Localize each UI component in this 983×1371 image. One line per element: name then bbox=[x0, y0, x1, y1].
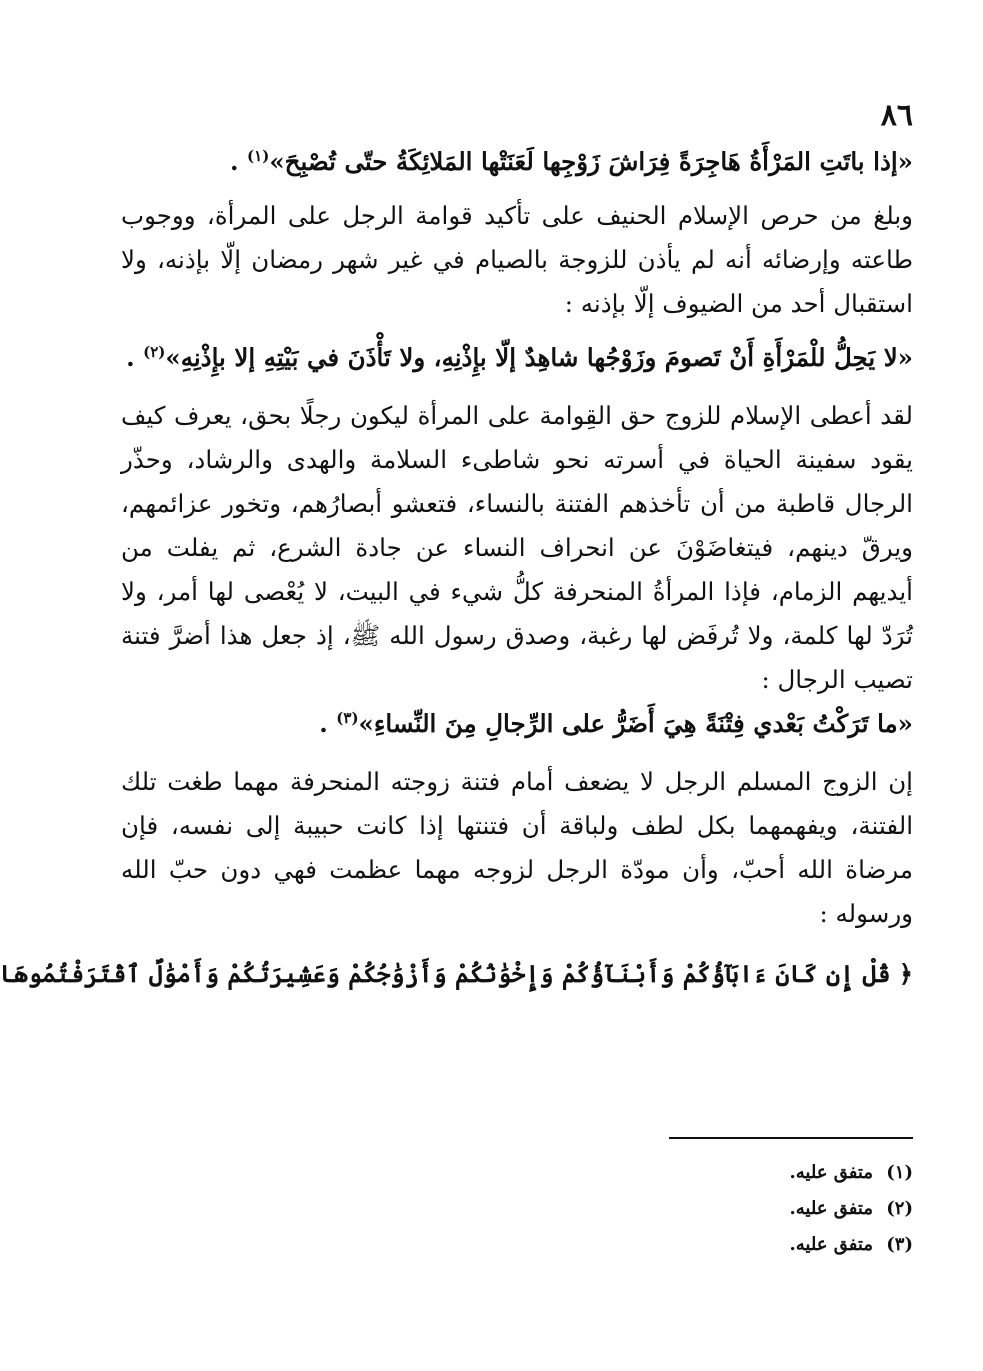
page-number: ٨٦ bbox=[880, 98, 913, 133]
footnote-separator bbox=[669, 1137, 913, 1139]
footnote-ref-1: (١) bbox=[247, 146, 270, 165]
page-body bbox=[0, 140, 913, 1020]
hadith-quote-1-end: . bbox=[229, 147, 248, 176]
footnote-3 bbox=[513, 1227, 913, 1263]
hadith-quote-1 bbox=[121, 140, 913, 184]
footnote-1 bbox=[513, 1155, 913, 1191]
hadith-quote-2 bbox=[121, 336, 913, 380]
paragraph-3: إن الزوج المسلم الرجل لا يضعف أمام فتنة زوجته المنحرفة مهما طغت تلك الفتنة، ويفهمهما بكل لطف ولباقة أن فتنتها إذا كانت حبيبة إلى نفسه، فإن مرضاة الله أحبّ، وأن مودّة الرجل لزوجه مهما عظمت فهي دون حبّ الله ورسوله : bbox=[121, 767, 913, 928]
footnote-number: (١) bbox=[886, 1162, 913, 1183]
footnote-text: متفق عليه. bbox=[789, 1234, 873, 1255]
quran-verse: ﴿ قُلْ إِن كَانَ ءَابَآؤُكُمْ وَأَبْنَآؤُكُمْ وَإِخْوَٰنُكُمْ وَأَزْوَٰجُكُمْ وَعَشِيرَتُكُمْ وَأَمْوَٰلٌ ٱقْتَرَفْتُمُوهَا bbox=[0, 959, 913, 988]
paragraph-2: لقد أعطى الإسلام للزوج حق القِوامة على المرأة ليكون رجلًا بحق، يعرف كيف يقود سفينة الحياة في أسرته نحو شاطىء السلامة والهدى والرشاد، وحذّر الرجال قاطبة من أن تأخذهم الفتنة بالنساء، فتعشو أبصارُهم، وتخور عزائمهم، ويرقّ دينهم، فيتغاضَوْنَ عن انحراف النساء عن جادة الشرع، ثم يفلت من أيديهم الزمام، فإذا المرأةُ المنحرفة كلُّ شيء في البيت، لا يُعْصى لها أمر، ولا تُرَدّ لها كلمة، ولا تُرفَض لها رغبة، وصدق رسول الله ﷺ، إذ جعل هذا أضرَّ فتنة تصيب الرجال : bbox=[121, 401, 913, 694]
footnote-text: متفق عليه. bbox=[789, 1162, 873, 1183]
footnotes bbox=[513, 1155, 913, 1263]
hadith-quote-1-text: «إذا باتَتِ المَرْأَةُ هَاجِرَةً فِرَاشَ زَوْجِها لَعَنَتْها المَلائِكَةُ حتّى تُصْبِحَ» bbox=[269, 147, 913, 176]
hadith-quote-3 bbox=[121, 702, 913, 746]
hadith-quote-2-end: . bbox=[126, 343, 144, 372]
hadith-quote-3-text: «ما تَرَكْتُ بَعْدي فِتْنَةً هِيَ أَضَرُّ على الرِّجالِ مِنَ النِّساءِ» bbox=[358, 709, 913, 738]
footnote-ref-2: (٢) bbox=[143, 342, 166, 361]
hadith-quote-2-text: «لا يَحِلُّ للْمَرْأَةِ أَنْ تَصومَ وزَوْجُها شاهِدٌ إلّا بإِذْنِهِ، ولا تَأْذَنَ في بَيْتِهِ إلا بإِذْنِهِ» bbox=[165, 343, 913, 372]
footnote-number: (٢) bbox=[886, 1198, 913, 1219]
paragraph-1: وبلغ من حرص الإسلام الحنيف على تأكيد قوامة الرجل على المرأة، ووجوب طاعته وإرضائه أنه لم يأذن للزوجة بالصيام في غير شهر رمضان إلّا بإذنه، ولا استقبال أحد من الضيوف إلّا بإذنه : bbox=[121, 201, 913, 318]
footnote-ref-3: (٣) bbox=[336, 708, 359, 727]
hadith-quote-3-end: . bbox=[319, 709, 337, 738]
footnote-text: متفق عليه. bbox=[789, 1198, 873, 1219]
footnote-number: (٣) bbox=[886, 1234, 913, 1255]
footnote-2 bbox=[513, 1191, 913, 1227]
